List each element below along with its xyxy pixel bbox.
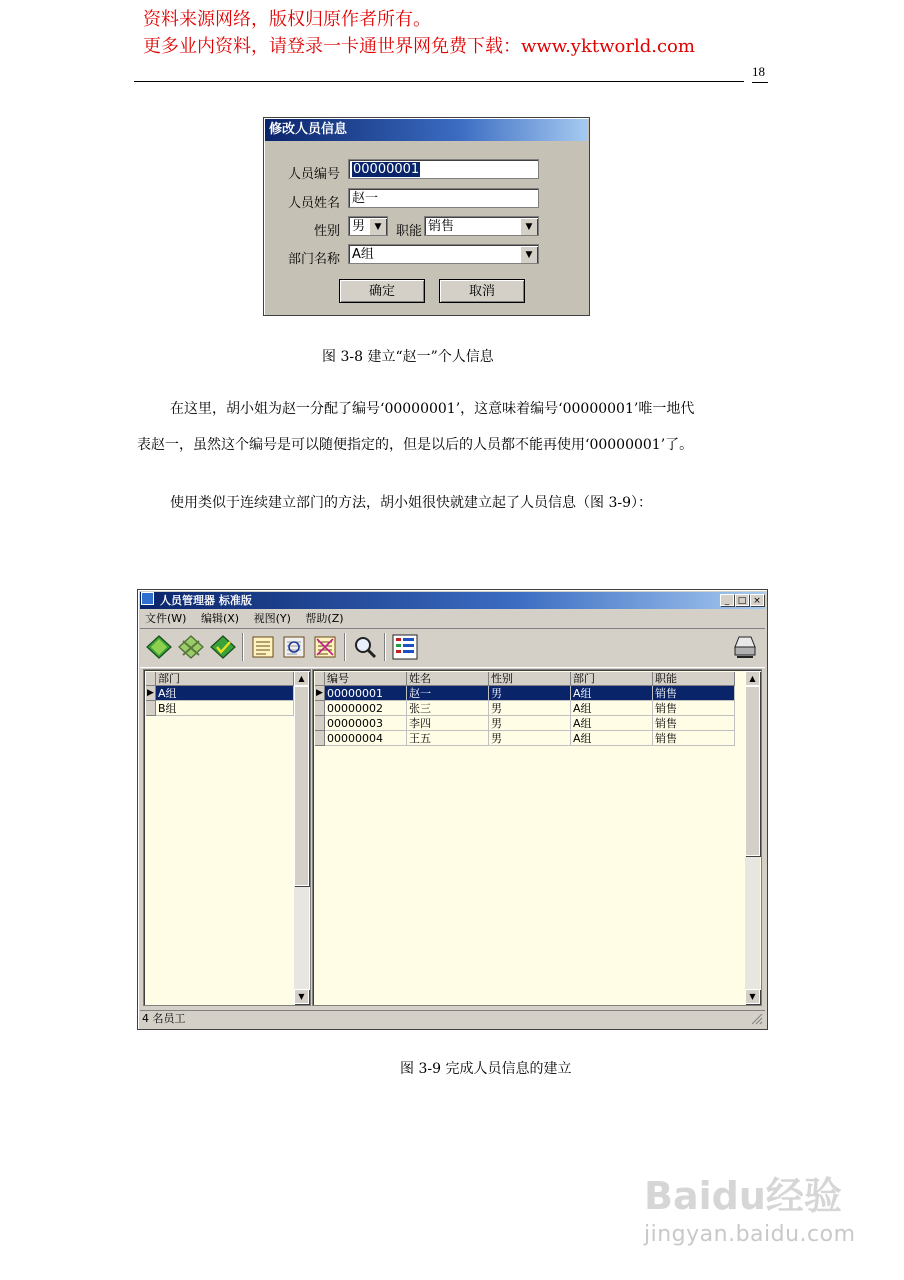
add-record-icon[interactable] (144, 632, 174, 662)
menu-bar (140, 610, 765, 627)
scroll-thumb[interactable] (294, 686, 309, 886)
table-cell[interactable]: 男 (489, 701, 571, 716)
col-header-gender[interactable]: 性别 (489, 672, 571, 686)
table-cell[interactable]: A组 (571, 716, 653, 731)
table-cell[interactable]: 王五 (407, 731, 489, 746)
department-row-indicator-2 (146, 701, 156, 716)
edit-person-dialog (263, 117, 590, 316)
toolbar (140, 628, 765, 668)
scroll-down-icon[interactable]: ▼ (745, 989, 760, 1004)
label-person-name: 人员姓名 (287, 196, 340, 211)
table-cell[interactable]: 销售 (653, 716, 735, 731)
department-row-indicator: ▶ (146, 686, 156, 701)
menu-view[interactable]: 视图(Y) (253, 612, 291, 625)
col-header-name[interactable]: 姓名 (407, 672, 489, 686)
table-cell[interactable]: 李四 (407, 716, 489, 731)
list-view-icon[interactable] (390, 632, 420, 662)
department-scrollbar[interactable] (294, 671, 309, 1004)
label-person-id: 人员编号 (287, 167, 340, 182)
staff-header-indicator (315, 672, 325, 686)
resize-grip-icon[interactable] (751, 1013, 763, 1025)
scroll-down-icon[interactable]: ▼ (294, 989, 309, 1004)
scroll-up-icon[interactable]: ▲ (745, 671, 760, 686)
new-doc-icon[interactable] (248, 632, 278, 662)
find-doc-icon[interactable] (279, 632, 309, 662)
window-title (140, 592, 765, 609)
table-cell[interactable]: 销售 (653, 701, 735, 716)
status-text: 4 名员工 (142, 1012, 186, 1025)
notice-line-1: 资料来源网络，版权归原作者所有。 (143, 9, 431, 30)
table-cell[interactable]: A组 (571, 731, 653, 746)
scroll-up-icon[interactable]: ▲ (294, 671, 309, 686)
print-icon[interactable] (730, 632, 760, 662)
watermark-url: jingyan.baidu.com (644, 1222, 856, 1247)
figure-caption-3-8: 图 3-8 建立“赵一”个人信息 (322, 349, 494, 365)
table-cell[interactable]: 销售 (653, 686, 735, 701)
magnifier-icon[interactable] (350, 632, 380, 662)
table-cell[interactable]: A组 (571, 686, 653, 701)
scroll-thumb[interactable] (745, 686, 760, 856)
staff-row-indicator (315, 701, 325, 716)
person-id-input[interactable] (348, 159, 539, 179)
header-rule (134, 81, 744, 82)
menu-edit[interactable]: 编辑(X) (200, 612, 240, 625)
staff-row-indicator: ▶ (315, 686, 325, 701)
col-header-id[interactable]: 编号 (325, 672, 407, 686)
label-department: 部门名称 (287, 252, 340, 267)
department-header-indicator (146, 672, 156, 686)
table-cell[interactable]: 00000003 (325, 716, 407, 731)
table-cell[interactable]: 男 (489, 716, 571, 731)
person-name-input[interactable]: 赵一 (348, 188, 539, 208)
maximize-button[interactable]: □ (735, 594, 749, 606)
gender-dropdown-icon[interactable]: ▼ (369, 218, 386, 235)
watermark-brand: Baidu经验 (644, 1174, 842, 1218)
window-title-text: 人员管理器 标准版 (160, 594, 252, 607)
role-value: 销售 (428, 219, 455, 234)
department-value: A组 (352, 247, 374, 262)
role-select[interactable] (424, 216, 539, 236)
page-number-underline (752, 82, 768, 83)
confirm-icon[interactable] (208, 632, 238, 662)
staff-scrollbar[interactable] (745, 671, 760, 1004)
department-row-a[interactable]: A组 (156, 686, 294, 701)
minimize-button[interactable]: _ (720, 594, 734, 606)
col-header-department[interactable]: 部门 (571, 672, 653, 686)
table-cell[interactable]: 男 (489, 731, 571, 746)
dialog-title: 修改人员信息 (265, 119, 588, 141)
department-select[interactable] (348, 244, 539, 264)
department-dropdown-icon[interactable]: ▼ (520, 246, 537, 263)
paragraph-1-line-1: 在这里，胡小姐为赵一分配了编号‘00000001’，这意味着编号‘00000001’唯一地代 (170, 401, 695, 417)
table-cell[interactable]: 00000002 (325, 701, 407, 716)
person-id-value: 00000001 (353, 162, 420, 177)
gender-select[interactable] (348, 216, 388, 236)
table-cell[interactable]: 赵一 (407, 686, 489, 701)
table-cell[interactable]: 销售 (653, 731, 735, 746)
table-cell[interactable]: 00000004 (325, 731, 407, 746)
menu-file[interactable]: 文件(W) (145, 612, 187, 625)
toolbar-separator-1 (242, 633, 244, 661)
staff-row-indicator (315, 731, 325, 746)
paragraph-1-line-2: 表赵一，虽然这个编号是可以随便指定的，但是以后的人员都不能再使用‘00000001’了。 (137, 437, 694, 453)
gender-value: 男 (352, 219, 366, 234)
staff-row-indicator (315, 716, 325, 731)
table-cell[interactable]: 00000001 (325, 686, 407, 701)
figure-caption-3-9: 图 3-9 完成人员信息的建立 (400, 1061, 572, 1077)
label-role: 职能 (395, 224, 422, 239)
role-dropdown-icon[interactable]: ▼ (520, 218, 537, 235)
paragraph-2: 使用类似于连续建立部门的方法，胡小姐很快就建立起了人员信息（图 3-9）： (170, 495, 652, 511)
department-grid (143, 669, 311, 1006)
delete-doc-icon[interactable] (310, 632, 340, 662)
table-cell[interactable]: 张三 (407, 701, 489, 716)
menu-help[interactable]: 帮助(Z) (305, 612, 344, 625)
toolbar-separator-3 (384, 633, 386, 661)
department-column-header[interactable]: 部门 (156, 672, 294, 686)
status-bar (140, 1010, 765, 1027)
ok-button[interactable]: 确定 (339, 279, 425, 303)
label-gender: 性别 (313, 224, 340, 239)
department-row-b[interactable]: B组 (156, 701, 294, 716)
toolbar-separator-2 (344, 633, 346, 661)
staff-manager-window (137, 589, 768, 1030)
app-icon (141, 592, 154, 605)
cancel-button[interactable]: 取消 (439, 279, 525, 303)
table-cell[interactable]: 男 (489, 686, 571, 701)
close-button[interactable]: × (750, 594, 764, 606)
notice-line-2: 更多业内资料，请登录一卡通世界网免费下载：www.yktworld.com (143, 36, 695, 57)
cancel-edit-icon[interactable] (176, 632, 206, 662)
copyright-notice (143, 6, 695, 60)
staff-grid (312, 669, 762, 1006)
page-number: 18 (752, 64, 765, 79)
col-header-role[interactable]: 职能 (653, 672, 735, 686)
table-cell[interactable]: A组 (571, 701, 653, 716)
